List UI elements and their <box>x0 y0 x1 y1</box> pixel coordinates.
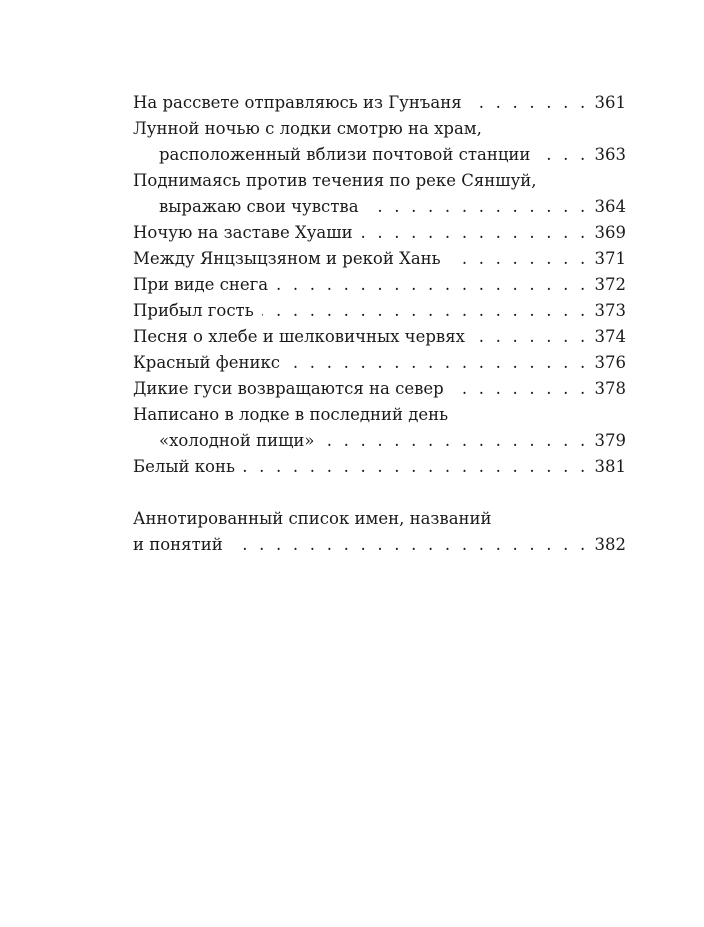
toc-page-number: 381 <box>594 457 626 476</box>
toc-page-number: 376 <box>594 353 626 372</box>
toc-entry-title-continuation: выражаю свои чувства <box>159 197 359 216</box>
toc-entry-title: Прибыл гость <box>133 301 254 320</box>
toc-page-number: 374 <box>594 327 626 346</box>
toc-page-number: 364 <box>594 197 626 216</box>
toc-entry-title: Дикие гуси возвращаются на север <box>133 379 444 398</box>
toc-entry[interactable] <box>133 298 626 324</box>
toc-entry-title: Между Янцзыцзяном и рекой Хань <box>133 249 441 268</box>
toc-entry[interactable] <box>133 376 626 402</box>
toc-entry-title: Красный феникс <box>133 353 281 372</box>
toc-appendix-entry[interactable] <box>133 506 626 558</box>
toc-entry-title: На рассвете отправляюсь из Гунъаня <box>133 93 462 112</box>
toc-entry[interactable] <box>133 454 626 480</box>
toc-page-number: 369 <box>594 223 626 242</box>
toc-page-number: 363 <box>594 145 626 164</box>
toc-entry-title-continuation: расположенный вблизи почтовой станции <box>159 145 531 164</box>
toc-entry[interactable] <box>133 350 626 376</box>
dot-leader <box>323 428 589 454</box>
toc-page-number: 379 <box>594 431 626 450</box>
toc-page-number: 361 <box>594 93 626 112</box>
dot-leader <box>449 246 589 272</box>
toc-page-number: 373 <box>594 301 626 320</box>
toc-entry-title: Аннотированный список имен, названий <box>133 509 492 528</box>
dot-leader <box>452 376 589 402</box>
toc-entry-title: Ночую на заставе Хуаши <box>133 223 353 242</box>
toc-entry-title: Белый конь <box>133 457 235 476</box>
toc-entry-title: При виде снега <box>133 275 269 294</box>
dot-leader <box>538 142 588 168</box>
toc-entry-title: Лунной ночью с лодки смотрю на храм, <box>133 119 482 138</box>
toc-page-number: 372 <box>594 275 626 294</box>
toc-entry-title-continuation: «холодной пищи» <box>159 431 315 450</box>
toc-entry[interactable] <box>133 246 626 272</box>
toc-entry-title-continuation: и понятий <box>133 535 223 554</box>
toc-entry-title: Поднимаясь против течения по реке Сяншуй, <box>133 171 537 190</box>
toc-page-number: 371 <box>594 249 626 268</box>
dot-leader <box>262 298 589 324</box>
toc-entry[interactable] <box>133 116 626 168</box>
toc-page-number: 378 <box>594 379 626 398</box>
toc-entry[interactable] <box>133 272 626 298</box>
dot-leader <box>288 350 588 376</box>
dot-leader <box>243 454 589 480</box>
toc-entry[interactable] <box>133 220 626 246</box>
toc-entry[interactable] <box>133 402 626 454</box>
toc-entry[interactable] <box>133 324 626 350</box>
section-gap <box>133 480 626 506</box>
table-of-contents <box>133 90 626 558</box>
dot-leader <box>470 90 589 116</box>
toc-entry[interactable] <box>133 90 626 116</box>
dot-leader <box>367 194 589 220</box>
dot-leader <box>473 324 589 350</box>
toc-entry-title: Написано в лодке в последний день <box>133 405 449 424</box>
toc-entry[interactable] <box>133 168 626 220</box>
toc-page-number: 382 <box>594 535 626 554</box>
toc-entry-title: Песня о хлебе и шелковичных червях <box>133 327 465 346</box>
dot-leader <box>276 272 588 298</box>
dot-leader <box>231 532 589 558</box>
dot-leader <box>361 220 589 246</box>
